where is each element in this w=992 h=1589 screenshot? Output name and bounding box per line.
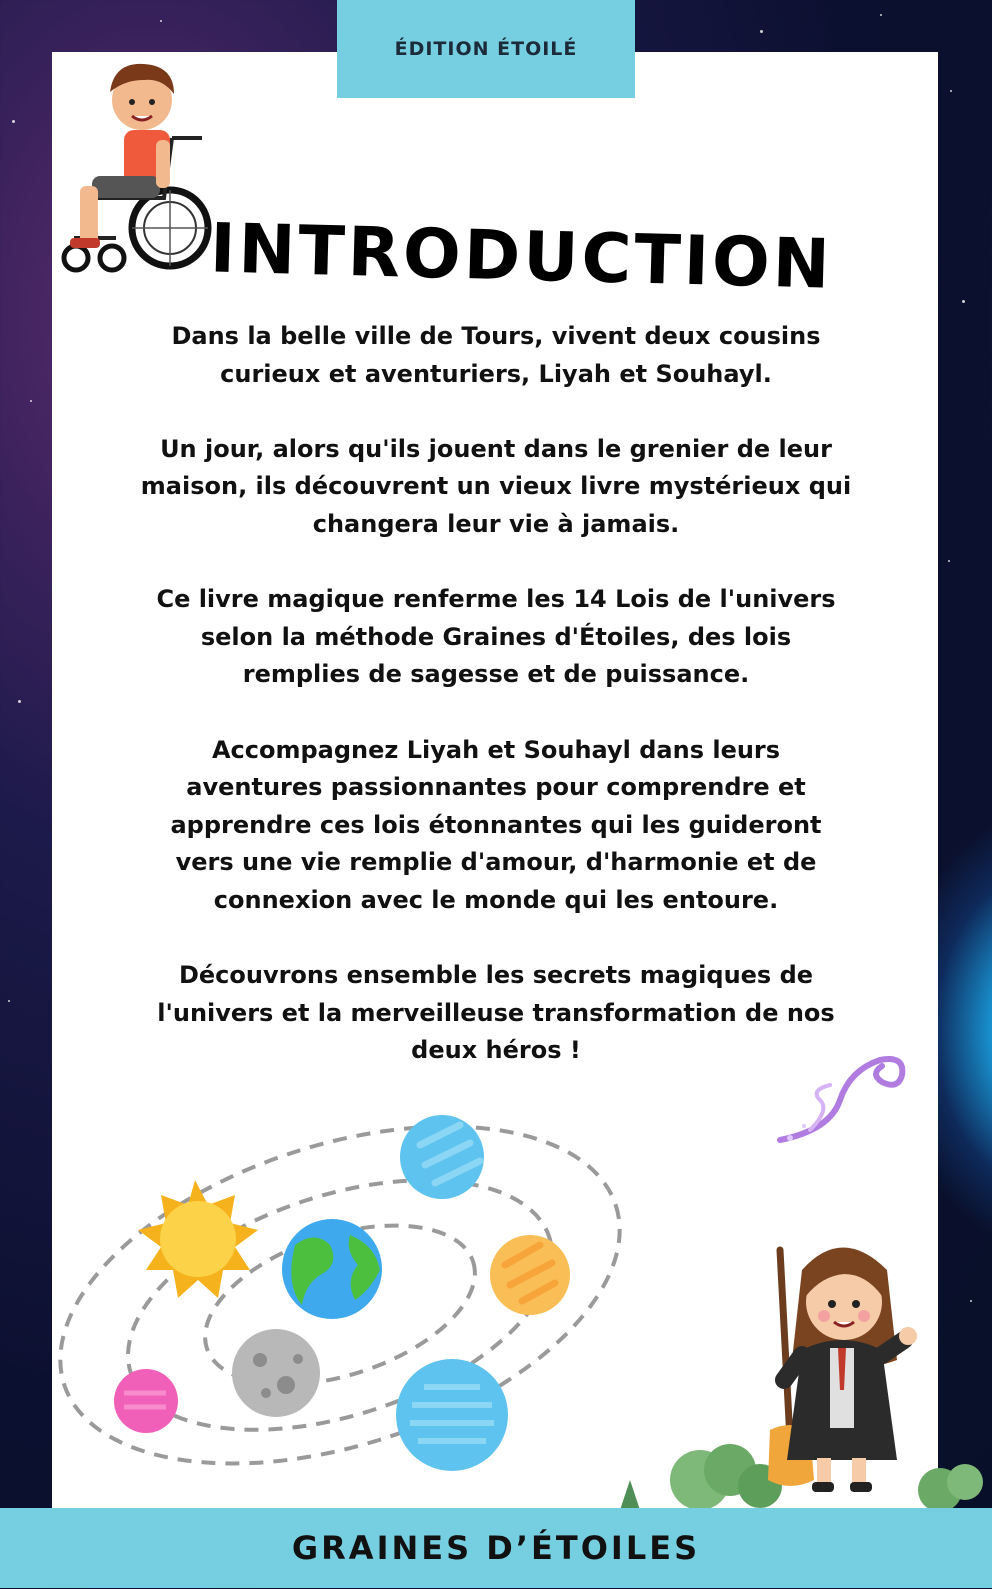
girl-wizard-illustration: [762, 1230, 922, 1500]
edition-tab: [337, 0, 635, 98]
paragraph-5: Découvrons ensemble les secrets magiques de l'univers et la merveilleuse transformation de nos deux héros !: [157, 961, 835, 1065]
footer-brand: GRAINES D’ÉTOILES: [291, 1529, 701, 1567]
page-title: INTRODUCTION: [209, 209, 834, 305]
paragraph-1: Dans la belle ville de Tours, vivent deux cousins curieux et aventuriers, Liyah et Souhayl.: [171, 322, 821, 388]
boy-wheelchair-illustration: [52, 48, 212, 278]
paragraph-2: Un jour, alors qu'ils jouent dans le grenier de leur maison, ils découvrent un vieux livre mystérieux qui changera leur vie à jamais.: [140, 434, 852, 538]
paragraph-4: Accompagnez Liyah et Souhayl dans leurs aventures passionnantes pour comprendre et apprendre ces lois étonnantes qui les guideront vers une vie remplie d'amour, d'harmonie et de connexion avec le monde qui les entoure.: [170, 735, 822, 914]
paragraph-3: Ce livre magique renferme les 14 Lois de l'univers selon la méthode Graines d'Étoiles, des lois remplies de sagesse et de puissance.: [156, 585, 836, 689]
magic-swirl-illustration: [770, 1030, 910, 1150]
intro-text: [140, 318, 852, 1107]
edition-label: ÉDITION ÉTOILÉ: [394, 38, 578, 60]
footer-bar: [0, 1508, 992, 1588]
solar-system-illustration: [40, 1105, 640, 1505]
